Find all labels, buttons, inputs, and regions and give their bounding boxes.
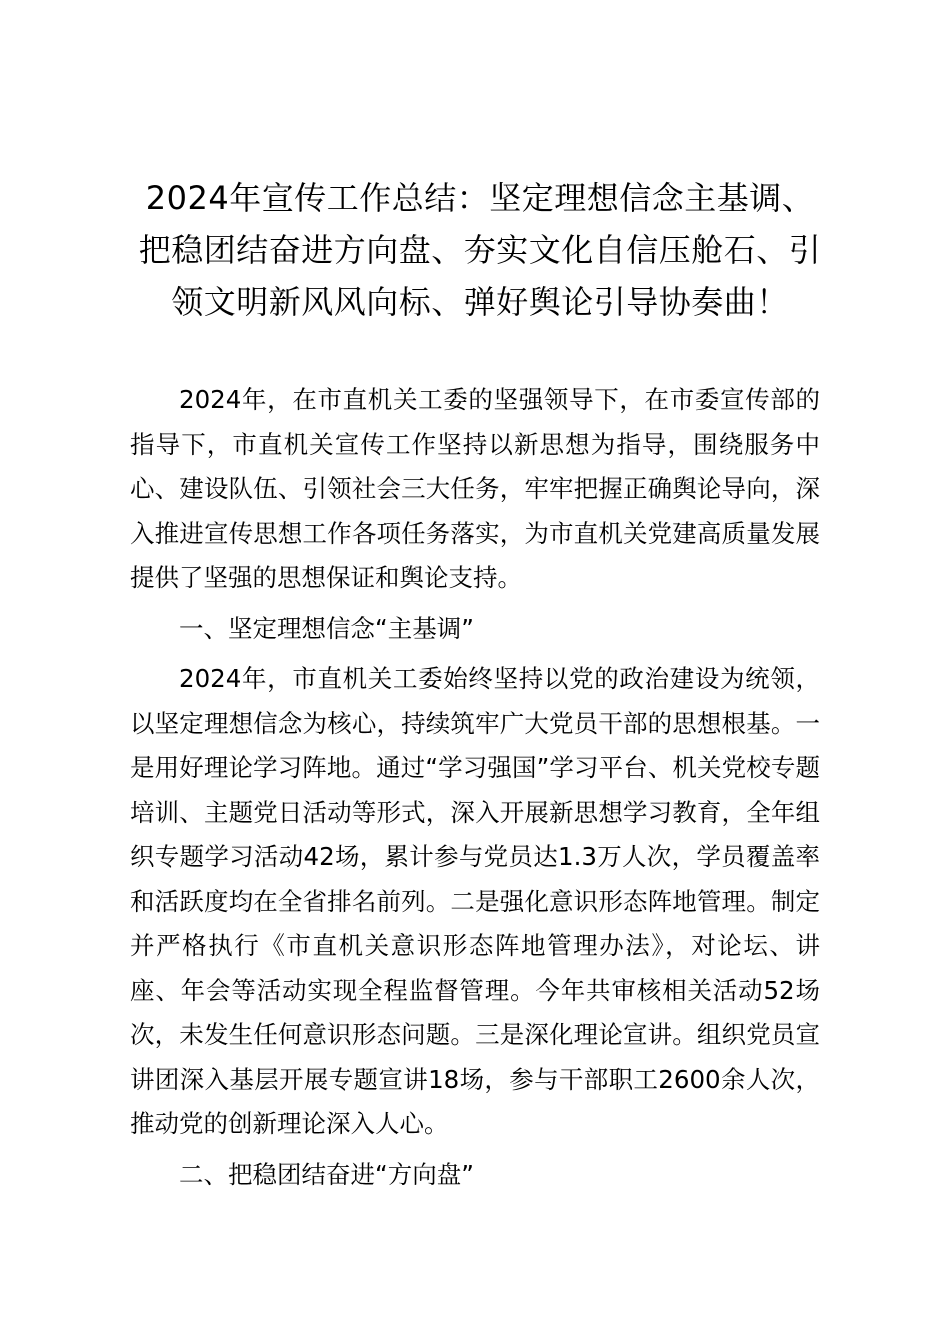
document-body (130, 378, 820, 1203)
section-1-paragraph: 2024年，市直机关工委始终坚持以党的政治建设为统领，以坚定理想信念为核心，持续筑牢广大党员干部的思想根基。一是用好理论学习阵地。通过“学习强国”学习平台、机关党校专题培训、主题党日活动等形式，深入开展新思想学习教育，全年组织专题学习活动42场，累计参与党员达1.3万人次，学员覆盖率和活跃度均在全省排名前列。二是强化意识形态阵地管理。制定并严格执行《市直机关意识形态阵地管理办法》，对论坛、讲座、年会等活动实现全程监督管理。今年共审核相关活动52场次，未发生任何意识形态问题。三是深化理论宣讲。组织党员宣讲团深入基层开展专题宣讲18场，参与干部职工2600余人次，推动党的创新理论深入人心。 (130, 664, 820, 1138)
intro-paragraph: 2024年，在市直机关工委的坚强领导下，在市委宣传部的指导下，市直机关宣传工作坚持以新思想为指导，围绕服务中心、建设队伍、引领社会三大任务，牢牢把握正确舆论导向，深入推进宣传思想工作各项任务落实，为市直机关党建高质量发展提供了坚强的思想保证和舆论支持。 (130, 385, 820, 592)
section-1-heading: 一、坚定理想信念“主基调” (179, 613, 474, 643)
document-title: 2024年宣传工作总结：坚定理想信念主基调、把稳团结奋进方向盘、夯实文化自信压舱石、引领文明新风风向标、弹好舆论引导协奏曲！ (138, 179, 822, 321)
section-2-heading: 二、把稳团结奋进“方向盘” (179, 1159, 474, 1189)
